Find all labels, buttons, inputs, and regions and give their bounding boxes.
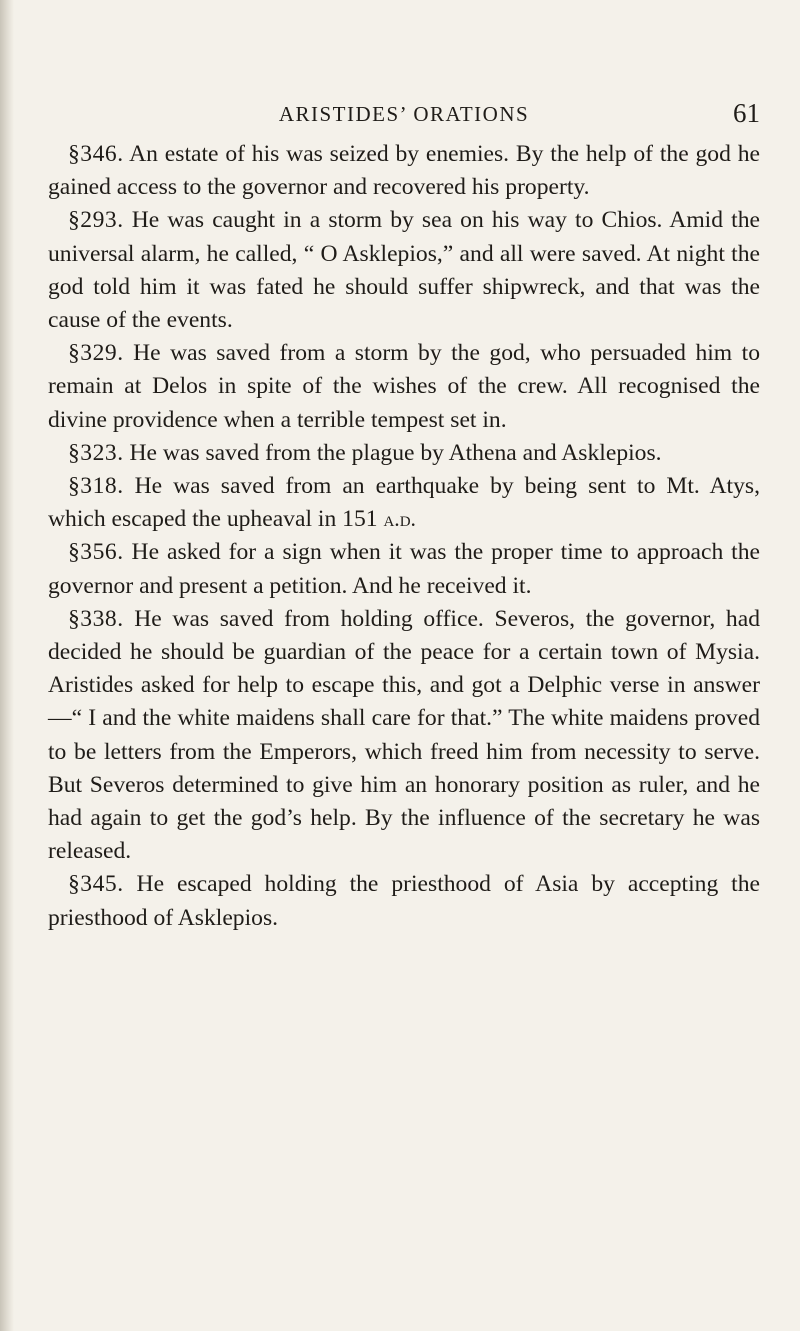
running-title: ARISTIDES’ ORATIONS xyxy=(278,102,530,126)
page-number: 61 xyxy=(733,98,760,128)
paragraph-text: He was saved from an earthquake by being sent to Mt. Atys, which escaped the upheaval in 151 xyxy=(48,473,760,533)
section-number: §329. xyxy=(68,340,124,367)
paragraph-356 xyxy=(48,536,760,602)
page-binding-shadow xyxy=(0,0,14,1331)
book-page xyxy=(48,96,760,935)
body-text xyxy=(48,138,760,935)
section-number: §323. xyxy=(68,439,124,466)
paragraph-345 xyxy=(48,868,760,934)
section-number: §346. xyxy=(68,141,124,167)
paragraph-338 xyxy=(48,603,760,869)
paragraph-323 xyxy=(48,437,760,470)
section-number: §318. xyxy=(68,473,124,500)
section-number: §338. xyxy=(68,605,124,632)
paragraph-text: An estate of his was seized by enemies. By the help of the god he gained access to the governor and recovered his property. xyxy=(48,141,760,201)
paragraph-346 xyxy=(48,138,760,204)
paragraph-text: He was caught in a storm by sea on his way to Chios. Amid the universal alarm, he called, “ O Asklepios,” and all were saved. At night the god told him it was fated he should suffer shipwreck, and that was the cause of the events. xyxy=(48,207,760,334)
section-number: §293. xyxy=(68,207,124,234)
paragraph-text: He was saved from a storm by the god, who persuaded him to remain at Delos in spite of the wishes of the crew. All recognised the divine providence when a terrible tempest set in. xyxy=(48,340,760,433)
paragraph-text: He was saved from the plague by Athena and Asklepios. xyxy=(129,439,662,466)
section-number: §345. xyxy=(68,871,124,898)
section-number: §356. xyxy=(68,539,124,566)
paragraph-318 xyxy=(48,470,760,536)
era-abbreviation: a.d. xyxy=(383,507,416,532)
paragraph-293 xyxy=(48,204,760,337)
paragraph-text: He was saved from holding office. Severos, the governor, had decided he should be guardian of the peace for a certain town of Mysia. Aristides asked for help to escape this, and got a Delphic verse in answer —“ I and the white maidens shall care for that.” The white maidens proved to be letters from the Emperors, which freed him from necessity to serve. But Severos determined to give him an honorary position as ruler, and he had again to get the god’s help. By the influence of the secretary he was released. xyxy=(48,605,761,865)
paragraph-329 xyxy=(48,337,760,437)
paragraph-text: He escaped holding the priesthood of Asia by accepting the priesthood of Asklepios. xyxy=(48,871,760,931)
paragraph-text: He asked for a sign when it was the proper time to approach the governor and present a petition. And he received it. xyxy=(48,539,760,599)
running-head xyxy=(48,96,760,136)
